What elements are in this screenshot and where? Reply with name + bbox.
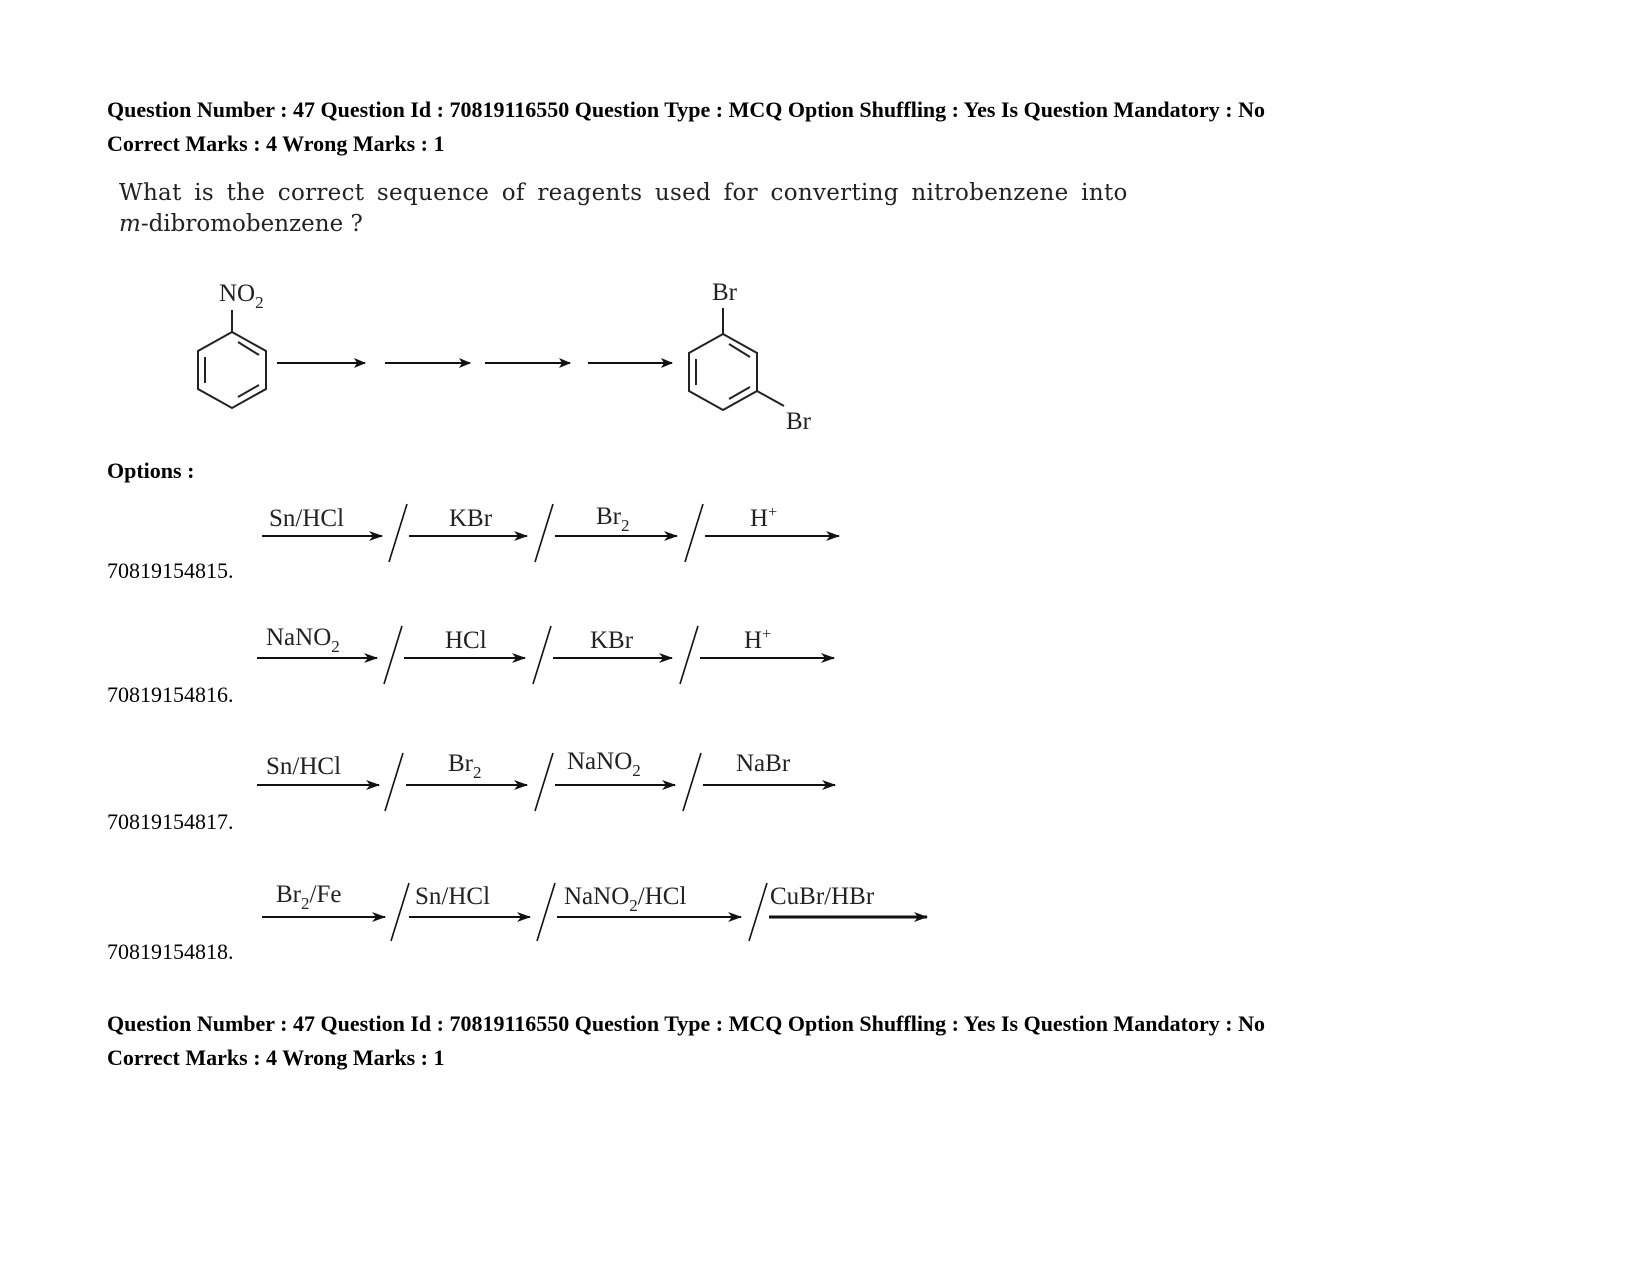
reagent-subscript: 2 xyxy=(331,637,340,656)
step-separator xyxy=(391,883,409,941)
option-1[interactable] xyxy=(107,494,1007,584)
reagent-sequence xyxy=(257,745,1007,815)
step-separator xyxy=(385,753,403,811)
question-text xyxy=(119,178,1128,240)
reagent-label: Br xyxy=(596,503,621,530)
reagent-subscript: 2 xyxy=(632,761,641,780)
reaction-step xyxy=(769,883,927,917)
meta-prefix: m xyxy=(119,211,141,237)
svg-text:Br2/Fe xyxy=(276,881,341,913)
reaction-step xyxy=(409,883,555,941)
svg-text:NaNO2/HCl xyxy=(564,883,686,915)
reagent-superscript: + xyxy=(762,626,772,643)
reagent-subscript: 2 xyxy=(301,894,310,913)
option-2[interactable] xyxy=(107,618,1007,708)
svg-text:H+ xyxy=(744,626,771,654)
reagent-label: Sn/HCl xyxy=(266,753,342,780)
step-separator xyxy=(389,504,407,562)
svg-text:NaNO2 xyxy=(266,624,340,656)
svg-text:NaNO2 xyxy=(567,748,641,780)
step-separator xyxy=(535,753,553,811)
svg-text:H+ xyxy=(750,504,777,532)
reaction-step xyxy=(555,748,701,811)
step-separator xyxy=(384,626,402,684)
reagent-label: Sn/HCl xyxy=(415,883,491,910)
question-text-line2 xyxy=(119,209,1128,240)
options-label: Options : xyxy=(107,458,195,483)
marks-line: Correct Marks : 4 Wrong Marks : 1 xyxy=(107,131,445,156)
nitrobenzene-structure xyxy=(198,280,266,408)
reaction-step xyxy=(703,750,835,785)
reagent-sequence xyxy=(257,618,1007,688)
reagent-label: CuBr/HBr xyxy=(770,883,875,910)
question-text-line1: What is the correct sequence of reagents used for converting nitrobenzene into xyxy=(119,180,1128,206)
step-separator xyxy=(537,883,555,941)
m-dibromobenzene-structure xyxy=(689,279,812,435)
reaction-step xyxy=(404,626,551,684)
product-br-meta: Br xyxy=(786,408,811,435)
svg-text:NO2 xyxy=(219,280,264,312)
reagent-label: NaNO xyxy=(564,883,630,910)
marks-line: Correct Marks : 4 Wrong Marks : 1 xyxy=(107,1045,445,1070)
reagent-label: NaNO xyxy=(266,624,332,651)
product-br-top: Br xyxy=(712,279,737,306)
reaction-step xyxy=(406,750,553,811)
step-separator xyxy=(533,626,551,684)
step-separator xyxy=(749,883,767,941)
option-3[interactable] xyxy=(107,745,1007,835)
reagent-subscript: 2 xyxy=(473,763,482,782)
option-id: 70819154816. xyxy=(107,682,234,707)
reaction-step xyxy=(257,753,403,811)
reagent-label: Sn/HCl xyxy=(269,505,345,532)
reagent-sequence xyxy=(257,875,1007,945)
reagent-label: KBr xyxy=(590,627,634,654)
reagent-subscript: 2 xyxy=(629,896,638,915)
reagent-label: KBr xyxy=(449,505,493,532)
reagent-label: H xyxy=(750,505,769,532)
reagent-subscript: 2 xyxy=(621,516,630,535)
reagent-label: Br xyxy=(448,750,473,777)
reaction-step xyxy=(700,626,834,658)
reaction-step xyxy=(553,626,698,684)
reagent-tail: /Fe xyxy=(309,881,342,908)
reagent-label: NaBr xyxy=(736,750,791,777)
nitro-group-label: NO xyxy=(219,280,256,307)
reaction-step xyxy=(555,503,703,562)
reagent-label: Br xyxy=(276,881,301,908)
option-id: 70819154817. xyxy=(107,809,234,834)
question-meta-line: Question Number : 47 Question Id : 70819116550 Question Type : MCQ Option Shuffling : Yes Is Question Mandatory : No xyxy=(107,1011,1265,1036)
reagent-label: H xyxy=(744,627,763,654)
reaction-step xyxy=(262,504,407,562)
reaction-scheme xyxy=(180,270,840,450)
reaction-step xyxy=(262,881,409,941)
reagent-tail: /HCl xyxy=(637,883,687,910)
reaction-step xyxy=(557,883,767,941)
svg-text:Br2 xyxy=(448,750,482,782)
question-header-top xyxy=(107,93,1265,161)
step-separator xyxy=(683,753,701,811)
option-4[interactable] xyxy=(107,875,1007,965)
nitro-group-index: 2 xyxy=(255,293,264,312)
question-text-line2-rest: -dibromobenzene ? xyxy=(140,211,363,237)
question-header-bottom xyxy=(107,1007,1265,1075)
step-separator xyxy=(535,504,553,562)
svg-text:Br2 xyxy=(596,503,630,535)
reagent-label: HCl xyxy=(445,627,487,654)
reaction-step xyxy=(409,504,553,562)
reagent-superscript: + xyxy=(768,504,778,521)
reaction-step xyxy=(705,504,839,536)
question-meta-line: Question Number : 47 Question Id : 70819116550 Question Type : MCQ Option Shuffling : Yes Is Question Mandatory : No xyxy=(107,97,1265,122)
reagent-sequence xyxy=(257,494,1007,564)
step-separator xyxy=(680,626,698,684)
reagent-label: NaNO xyxy=(567,748,633,775)
step-separator xyxy=(685,504,703,562)
option-id: 70819154818. xyxy=(107,939,234,964)
reaction-step xyxy=(257,624,402,684)
option-id: 70819154815. xyxy=(107,558,234,583)
